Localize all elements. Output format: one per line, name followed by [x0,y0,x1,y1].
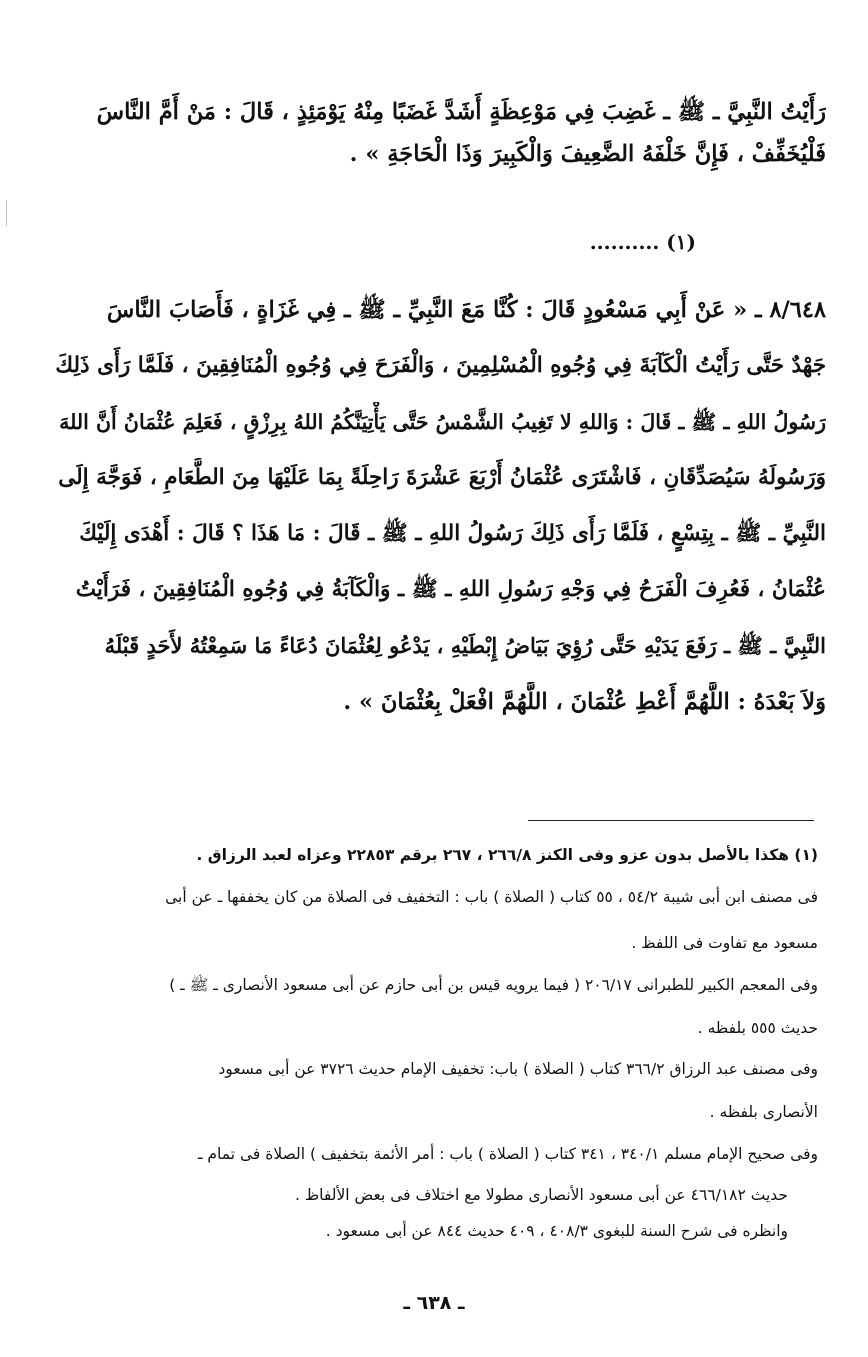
footnote-line: وفى المعجم الكبير للطبرانى ٢٠٦/١٧ ( فيما يرويه قيس بن أبى حازم عن أبى مسعود الأنصارى ـ ﷺ ـ ) [169,976,818,994]
text-line: جَهْدٌ حَتَّى رَأَيْتُ الْكَآبَةَ فِي وُجُوهِ الْمُسْلِمِينَ ، وَالْفَرَحَ فِي وُجُوهِ الْمُنَافِقِينَ ، فَلَمَّا رَأَى ذَلِكَ [55,353,826,378]
text-line: ٨/٦٤٨ ـ « عَنْ أَبِي مَسْعُودٍ قَالَ : كُنَّا مَعَ النَّبِيِّ ـ ﷺ ـ فِي غَزَاةٍ ، فَأَصَابَ النَّاسَ [106,297,826,323]
hadith-previous-text [42,92,826,182]
text-line: وَلاَ بَعْدَهُ : اللَّهُمَّ أَعْطِ عُثْمَانَ ، اللَّهُمَّ افْعَلْ بِعُثْمَانَ » . [343,689,826,715]
margin-scan-mark [6,200,7,226]
text-line: عُثْمَانُ ، فَعُرِفَ الْفَرَحُ فِي وَجْهِ رَسُولِ اللهِ ـ ﷺ ـ وَالْكَآبَةُ فِي وُجُوهِ الْمُنَافِقِينَ ، فَرَأَيْتُ [75,577,826,602]
footnote-reference: (١) .......... [589,230,696,254]
footnote-line: وفى مصنف عبد الرزاق ٣٦٦/٢ كتاب ( الصلاة ) باب: تخفيف الإمام حديث ٣٧٢٦ عن أبى مسعود [218,1060,818,1078]
footnote-line: حديث ٥٥٥ بلفظه . [697,1019,818,1037]
text-line: النَّبِيِّ ـ ﷺ ـ بِتِسْعٍ ، فَلَمَّا رَأَى ذَلِكَ رَسُولُ اللهِ ـ ﷺ ـ قَالَ : مَا هَذَا ؟ قَالَ : أَهْدَى إِلَيْكَ [79,521,826,546]
page-number: ـ ٦٣٨ ـ [403,1292,465,1314]
text-line: النَّبِيَّ ـ ﷺ ـ رَفَعَ يَدَيْهِ حَتَّى رُؤِيَ بَيَاضُ إِبْطَيْهِ ، يَدْعُو لِعُثْمَانَ دُعَاءً مَا سَمِعْتُهُ لأَحَدٍ قَبْلَهُ [104,633,826,658]
footnote-line: الأنصارى بلفظه . [709,1103,818,1121]
text-line: رَسُولُ اللهِ ـ ﷺ ـ قَالَ : وَاللهِ لا تَغِيبُ الشَّمْسُ حَتَّى يَأْتِيَنَّكُمُ اللهُ بِرِزْقٍ ، فَعَلِمَ عُثْمَانُ أَنَّ اللهَ [59,410,826,434]
text-line: رَأَيْتُ النَّبِيَّ ـ ﷺ ـ غَضِبَ فِي مَوْعِظَةٍ أَشَدَّ غَضَبًا مِنْهُ يَوْمَئِذٍ ، قَالَ : مَنْ أَمَّ النَّاسَ [96,99,826,125]
footnote-line: مسعود مع تفاوت فى اللفظ . [631,934,818,952]
footnote-line: حديث ٤٦٦/١٨٢ عن أبى مسعود الأنصارى مطولا مع اختلاف فى بعض الألفاظ . [294,1186,788,1204]
footnotes [52,840,818,1260]
text-line: وَرَسُولَهُ سَيُصَدِّقَانِ ، فَاشْتَرَى عُثْمَانُ أَرْبَعَ عَشْرَةَ رَاحِلَةً بِمَا عَلَيْهَا مِنَ الطَّعَامِ ، فَوَجَّهَ إِلَى [58,465,826,490]
footnote-line: وانظره فى شرح السنة للبغوى ٤٠٨/٣ ، ٤٠٩ حديث ٨٤٤ عن أبى مسعود . [325,1222,788,1240]
footnote-reference-line [42,222,826,262]
hadith-648-text [42,290,826,760]
footnote-line: فى مصنف ابن أبى شيبة ٥٤/٢ ، ٥٥ كتاب ( الصلاة ) باب : التخفيف فى الصلاة من كان يخففها ـ عن أبى [165,888,818,906]
footnote-line: وفى صحيح الإمام مسلم ٣٤٠/١ ، ٣٤١ كتاب ( الصلاة ) باب : أمر الأئمة بتخفيف ) الصلاة فى تمام ـ [197,1145,818,1163]
footnote-divider [528,820,814,821]
footnote-line: (١) هكذا بالأصل بدون عزو وفى الكنز ٢٦٦/٨ ، ٢٦٧ برقم ٢٢٨٥٣ وعزاه لعبد الرزاق . [196,846,818,864]
text-line: فَلْيُخَفِّفْ ، فَإِنَّ خَلْفَهُ الضَّعِيفَ وَالْكَبِيرَ وَذَا الْحَاجَةِ » . [349,141,826,167]
